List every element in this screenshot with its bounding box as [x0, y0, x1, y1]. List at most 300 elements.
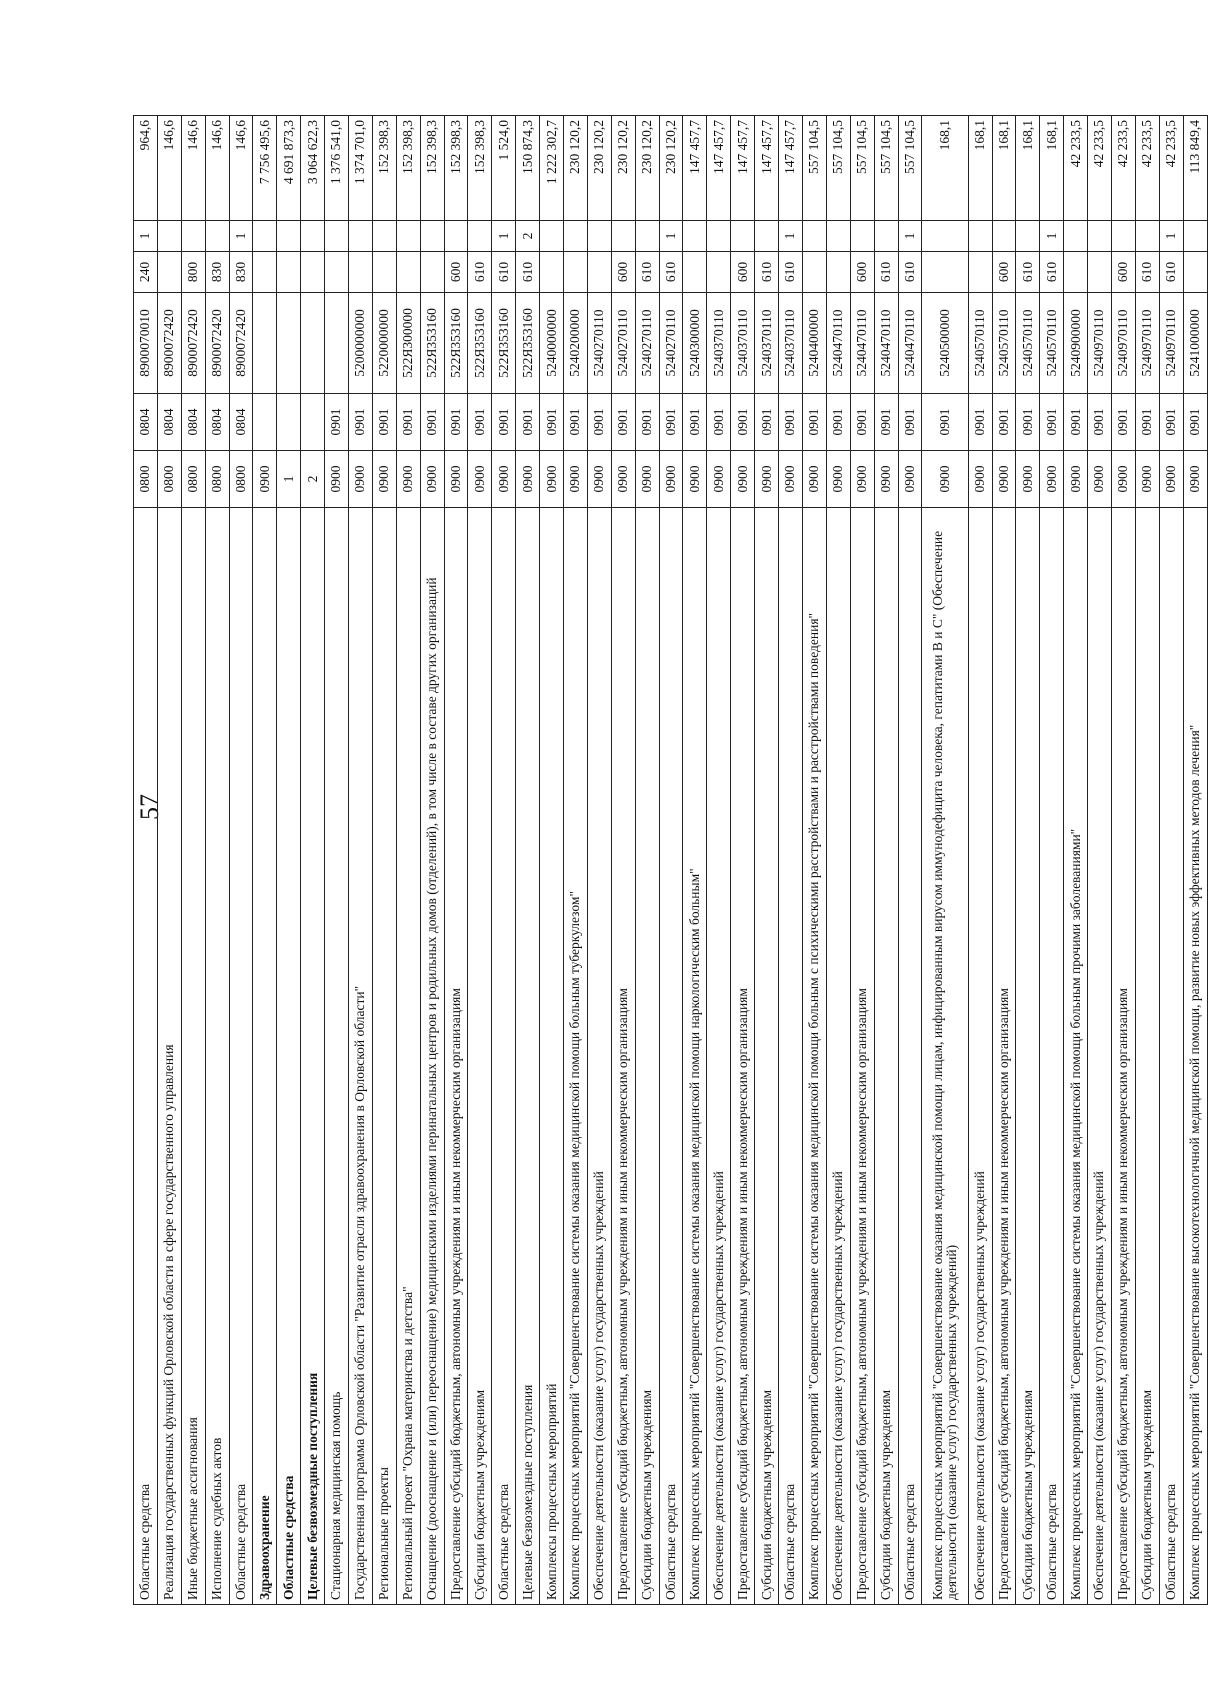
prz-cell: 0901	[420, 394, 444, 451]
rz-cell: 2	[301, 451, 325, 508]
source-cell	[1088, 221, 1112, 252]
csr-cell: 5240570110	[1016, 293, 1040, 394]
row-name-cell: Комплекс процессных мероприятий "Совершенствование системы оказания медицинской помощи больным прочими заболеваниями"	[1064, 508, 1088, 1605]
csr-cell	[301, 293, 325, 394]
csr-cell: 5240270110	[587, 293, 611, 394]
table-row	[205, 116, 229, 1605]
row-name-cell: Субсидии бюджетным учреждениям	[755, 508, 779, 1605]
source-cell	[1111, 221, 1135, 252]
amount-cell: 147 457,7	[731, 116, 755, 221]
vr-cell: 610	[1159, 252, 1183, 293]
rz-cell: 0900	[1111, 451, 1135, 508]
table-row	[277, 116, 301, 1605]
prz-cell: 0804	[181, 394, 205, 451]
rz-cell: 0900	[898, 451, 922, 508]
vr-cell: 610	[635, 252, 659, 293]
vr-cell: 610	[492, 252, 516, 293]
source-cell	[1064, 221, 1088, 252]
source-cell	[420, 221, 444, 252]
csr-cell: 5240270110	[635, 293, 659, 394]
amount-cell: 168,1	[1016, 116, 1040, 221]
prz-cell: 0901	[779, 394, 803, 451]
row-name-cell: Предоставление субсидий бюджетным, автономным учреждениям и иным некоммерческим организациям	[1111, 508, 1135, 1605]
vr-cell	[420, 252, 444, 293]
amount-cell: 3 064 622,3	[301, 116, 325, 221]
vr-cell: 600	[611, 252, 635, 293]
vr-cell: 610	[1016, 252, 1040, 293]
rz-cell: 0900	[611, 451, 635, 508]
csr-cell: 5220000000	[372, 293, 396, 394]
amount-cell: 150 874,3	[516, 116, 540, 221]
csr-cell: 5240970110	[1088, 293, 1112, 394]
rz-cell: 0900	[349, 451, 373, 508]
amount-cell: 42 233,5	[1064, 116, 1088, 221]
table-row	[134, 116, 158, 1605]
source-cell	[349, 221, 373, 252]
amount-cell: 42 233,5	[1088, 116, 1112, 221]
prz-cell: 0901	[1159, 394, 1183, 451]
amount-cell: 1 376 541,0	[325, 116, 349, 221]
vr-cell	[540, 252, 564, 293]
source-cell: 1	[779, 221, 803, 252]
amount-cell: 557 104,5	[850, 116, 874, 221]
amount-cell: 152 398,3	[468, 116, 492, 221]
rz-cell: 1	[277, 451, 301, 508]
rz-cell: 0900	[253, 451, 277, 508]
table-row	[1064, 116, 1088, 1605]
prz-cell: 0901	[755, 394, 779, 451]
amount-cell: 230 120,2	[659, 116, 683, 221]
csr-cell: 5240470110	[874, 293, 898, 394]
prz-cell: 0901	[396, 394, 420, 451]
csr-cell: 5240970110	[1111, 293, 1135, 394]
table-row	[968, 116, 992, 1605]
row-name-cell: Комплекс процессных мероприятий "Совершенствование системы оказания медицинской помощи больным с психическими расстройствами и расстройствами поведения"	[802, 508, 826, 1605]
table-row	[1135, 116, 1159, 1605]
csr-cell: 5240370110	[731, 293, 755, 394]
rz-cell: 0900	[540, 451, 564, 508]
table-row	[1183, 116, 1207, 1605]
amount-cell: 147 457,7	[683, 116, 707, 221]
row-name-cell: Комплексы процессных мероприятий	[540, 508, 564, 1605]
row-name-cell: Комплекс процессных мероприятий "Совершенствование высокотехнологичной медицинской помощи, развитие новых эффективных методов лечения"	[1183, 508, 1207, 1605]
source-cell: 1	[492, 221, 516, 252]
amount-cell: 146,6	[157, 116, 181, 221]
source-cell	[325, 221, 349, 252]
source-cell	[850, 221, 874, 252]
amount-cell: 964,6	[134, 116, 158, 221]
vr-cell	[564, 252, 588, 293]
source-cell	[468, 221, 492, 252]
row-name-cell: Комплекс процессных мероприятий "Совершенствование системы оказания медицинской помощи наркологическим больным"	[683, 508, 707, 1605]
prz-cell: 0901	[587, 394, 611, 451]
source-cell	[635, 221, 659, 252]
rz-cell: 0900	[850, 451, 874, 508]
table-row	[444, 116, 468, 1605]
source-cell	[277, 221, 301, 252]
rz-cell: 0900	[444, 451, 468, 508]
csr-cell: 5240200000	[564, 293, 588, 394]
source-cell	[683, 221, 707, 252]
rz-cell: 0900	[683, 451, 707, 508]
vr-cell	[277, 252, 301, 293]
source-cell	[1183, 221, 1207, 252]
rz-cell: 0900	[372, 451, 396, 508]
csr-cell: 5240470110	[850, 293, 874, 394]
prz-cell: 0901	[1064, 394, 1088, 451]
row-name-cell: Комплекс процессных мероприятий "Совершенствование оказания медицинской помощи лицам, инфицированным вирусом иммунодефицита человека, гепатитами В и С" (Обеспечение деятельности (оказание услуг) государственных учреждений)	[922, 508, 968, 1605]
csr-cell: 5240270110	[659, 293, 683, 394]
table-row	[826, 116, 850, 1605]
csr-cell: 8900072420	[181, 293, 205, 394]
prz-cell: 0901	[731, 394, 755, 451]
rz-cell: 0900	[1040, 451, 1064, 508]
row-name-cell: Оснащение (дооснащение и (или) переоснащение) медицинскими изделиями перинатальных центров и родильных домов (отделений), в том числе в составе других организаций	[420, 508, 444, 1605]
amount-cell: 152 398,3	[396, 116, 420, 221]
vr-cell: 240	[134, 252, 158, 293]
row-name-cell: Обеспечение деятельности (оказание услуг) государственных учреждений	[1088, 508, 1112, 1605]
csr-cell: 522Я353160	[420, 293, 444, 394]
rz-cell: 0900	[1135, 451, 1159, 508]
amount-cell: 557 104,5	[826, 116, 850, 221]
row-name-cell: Целевые безвозмездные поступления	[301, 508, 325, 1605]
source-cell	[181, 221, 205, 252]
row-name-cell: Региональные проекты	[372, 508, 396, 1605]
csr-cell: 522Я353160	[468, 293, 492, 394]
row-name-cell: Здравоохранение	[253, 508, 277, 1605]
prz-cell: 0901	[898, 394, 922, 451]
rz-cell: 0900	[659, 451, 683, 508]
prz-cell: 0804	[229, 394, 253, 451]
rz-cell: 0900	[1088, 451, 1112, 508]
table-row	[1088, 116, 1112, 1605]
csr-cell	[253, 293, 277, 394]
rz-cell: 0800	[229, 451, 253, 508]
prz-cell: 0901	[468, 394, 492, 451]
source-cell	[253, 221, 277, 252]
row-name-cell: Областные средства	[659, 508, 683, 1605]
row-name-cell: Целевые безвозмездные поступления	[516, 508, 540, 1605]
row-name-cell: Иные бюджетные ассигнования	[181, 508, 205, 1605]
rz-cell: 0900	[635, 451, 659, 508]
row-name-cell: Региональный проект "Охрана материнства и детства"	[396, 508, 420, 1605]
row-name-cell: Областные средства	[779, 508, 803, 1605]
source-cell	[540, 221, 564, 252]
vr-cell	[707, 252, 731, 293]
rz-cell: 0900	[731, 451, 755, 508]
row-name-cell: Областные средства	[1040, 508, 1064, 1605]
source-cell: 1	[898, 221, 922, 252]
csr-cell: 5240570110	[1040, 293, 1064, 394]
vr-cell: 800	[181, 252, 205, 293]
source-cell	[992, 221, 1016, 252]
vr-cell: 600	[731, 252, 755, 293]
table-row	[707, 116, 731, 1605]
rz-cell: 0900	[968, 451, 992, 508]
table-row	[325, 116, 349, 1605]
amount-cell: 42 233,5	[1159, 116, 1183, 221]
table-row	[372, 116, 396, 1605]
vr-cell	[922, 252, 968, 293]
vr-cell	[349, 252, 373, 293]
source-cell	[301, 221, 325, 252]
csr-cell: 5241000000	[1183, 293, 1207, 394]
row-name-cell: Предоставление субсидий бюджетным, автономным учреждениям и иным некоммерческим организациям	[731, 508, 755, 1605]
csr-cell: 8900072420	[229, 293, 253, 394]
vr-cell	[1183, 252, 1207, 293]
prz-cell: 0901	[874, 394, 898, 451]
prz-cell: 0901	[444, 394, 468, 451]
source-cell	[396, 221, 420, 252]
vr-cell: 830	[229, 252, 253, 293]
rz-cell: 0900	[779, 451, 803, 508]
table-row	[731, 116, 755, 1605]
vr-cell	[826, 252, 850, 293]
csr-cell: 5240370110	[779, 293, 803, 394]
vr-cell: 610	[659, 252, 683, 293]
table-row	[157, 116, 181, 1605]
rz-cell: 0900	[992, 451, 1016, 508]
row-name-cell: Обеспечение деятельности (оказание услуг) государственных учреждений	[968, 508, 992, 1605]
source-cell	[444, 221, 468, 252]
csr-cell	[325, 293, 349, 394]
csr-cell: 5240570110	[968, 293, 992, 394]
row-name-cell: Субсидии бюджетным учреждениям	[1135, 508, 1159, 1605]
amount-cell: 42 233,5	[1111, 116, 1135, 221]
rz-cell: 0900	[468, 451, 492, 508]
source-cell	[707, 221, 731, 252]
row-name-cell: Комплекс процессных мероприятий "Совершенствование системы оказания медицинской помощи больным туберкулезом"	[564, 508, 588, 1605]
table-row	[850, 116, 874, 1605]
rz-cell: 0900	[1016, 451, 1040, 508]
vr-cell	[587, 252, 611, 293]
source-cell	[205, 221, 229, 252]
table-row	[659, 116, 683, 1605]
rz-cell: 0900	[826, 451, 850, 508]
row-name-cell: Областные средства	[229, 508, 253, 1605]
row-name-cell: Обеспечение деятельности (оказание услуг) государственных учреждений	[707, 508, 731, 1605]
csr-cell: 5240370110	[707, 293, 731, 394]
vr-cell: 600	[992, 252, 1016, 293]
row-name-cell: Областные средства	[492, 508, 516, 1605]
row-name-cell: Обеспечение деятельности (оказание услуг) государственных учреждений	[826, 508, 850, 1605]
prz-cell: 0901	[516, 394, 540, 451]
budget-table	[133, 115, 1208, 1605]
source-cell: 1	[134, 221, 158, 252]
amount-cell: 168,1	[992, 116, 1016, 221]
row-name-cell: Предоставление субсидий бюджетным, автономным учреждениям и иным некоммерческим организациям	[444, 508, 468, 1605]
row-name-cell: Субсидии бюджетным учреждениям	[1016, 508, 1040, 1605]
vr-cell: 610	[516, 252, 540, 293]
amount-cell: 152 398,3	[444, 116, 468, 221]
table-row	[1111, 116, 1135, 1605]
amount-cell: 1 524,0	[492, 116, 516, 221]
csr-cell	[277, 293, 301, 394]
table-row	[540, 116, 564, 1605]
amount-cell: 168,1	[968, 116, 992, 221]
amount-cell: 230 120,2	[564, 116, 588, 221]
row-name-cell: Государственная программа Орловской области "Развитие отрасли здравоохранения в Орловской области"	[349, 508, 373, 1605]
prz-cell: 0901	[850, 394, 874, 451]
rz-cell: 0900	[564, 451, 588, 508]
prz-cell	[253, 394, 277, 451]
row-name-cell: Областные средства	[898, 508, 922, 1605]
table-row	[1016, 116, 1040, 1605]
source-cell	[731, 221, 755, 252]
source-cell	[611, 221, 635, 252]
amount-cell: 152 398,3	[372, 116, 396, 221]
source-cell	[802, 221, 826, 252]
table-row	[229, 116, 253, 1605]
rz-cell: 0900	[1183, 451, 1207, 508]
table-row	[420, 116, 444, 1605]
vr-cell	[157, 252, 181, 293]
row-name-cell: Областные средства	[277, 508, 301, 1605]
rz-cell: 0900	[516, 451, 540, 508]
amount-cell: 113 849,4	[1183, 116, 1207, 221]
rz-cell: 0900	[707, 451, 731, 508]
rz-cell: 0900	[492, 451, 516, 508]
vr-cell: 600	[444, 252, 468, 293]
table-row	[564, 116, 588, 1605]
prz-cell: 0804	[157, 394, 181, 451]
csr-cell: 8900070010	[134, 293, 158, 394]
prz-cell: 0804	[134, 394, 158, 451]
amount-cell: 230 120,2	[611, 116, 635, 221]
table-row	[396, 116, 420, 1605]
vr-cell	[325, 252, 349, 293]
vr-cell	[683, 252, 707, 293]
prz-cell	[301, 394, 325, 451]
csr-cell: 522Я300000	[396, 293, 420, 394]
csr-cell: 8900072420	[205, 293, 229, 394]
amount-cell: 152 398,3	[420, 116, 444, 221]
prz-cell: 0901	[372, 394, 396, 451]
amount-cell: 146,6	[229, 116, 253, 221]
amount-cell: 7 756 495,6	[253, 116, 277, 221]
source-cell	[826, 221, 850, 252]
vr-cell: 610	[898, 252, 922, 293]
csr-cell: 5240570110	[992, 293, 1016, 394]
source-cell	[968, 221, 992, 252]
amount-cell: 557 104,5	[802, 116, 826, 221]
vr-cell	[1088, 252, 1112, 293]
page-number: 57	[135, 794, 164, 820]
prz-cell: 0901	[992, 394, 1016, 451]
table-row	[992, 116, 1016, 1605]
table-row	[349, 116, 373, 1605]
prz-cell	[277, 394, 301, 451]
prz-cell: 0901	[802, 394, 826, 451]
vr-cell	[301, 252, 325, 293]
rz-cell: 0800	[157, 451, 181, 508]
csr-cell: 5200000000	[349, 293, 373, 394]
vr-cell	[396, 252, 420, 293]
table-row	[755, 116, 779, 1605]
amount-cell: 147 457,7	[707, 116, 731, 221]
csr-cell: 5240900000	[1064, 293, 1088, 394]
table-row	[253, 116, 277, 1605]
source-cell	[755, 221, 779, 252]
row-name-cell: Областные средства	[134, 508, 158, 1605]
csr-cell: 5240470110	[826, 293, 850, 394]
prz-cell: 0901	[1040, 394, 1064, 451]
prz-cell: 0901	[707, 394, 731, 451]
amount-cell: 147 457,7	[779, 116, 803, 221]
vr-cell: 610	[468, 252, 492, 293]
prz-cell: 0901	[611, 394, 635, 451]
source-cell	[922, 221, 968, 252]
csr-cell: 5240000000	[540, 293, 564, 394]
amount-cell: 230 120,2	[635, 116, 659, 221]
csr-cell: 522Я353160	[444, 293, 468, 394]
csr-cell: 5240370110	[755, 293, 779, 394]
amount-cell: 146,6	[181, 116, 205, 221]
amount-cell: 4 691 873,3	[277, 116, 301, 221]
csr-cell: 5240970110	[1159, 293, 1183, 394]
vr-cell: 610	[1040, 252, 1064, 293]
prz-cell: 0804	[205, 394, 229, 451]
amount-cell: 168,1	[1040, 116, 1064, 221]
table-row	[468, 116, 492, 1605]
vr-cell: 600	[1111, 252, 1135, 293]
prz-cell: 0901	[1183, 394, 1207, 451]
row-name-cell: Субсидии бюджетным учреждениям	[635, 508, 659, 1605]
source-cell	[372, 221, 396, 252]
table-row	[587, 116, 611, 1605]
prz-cell: 0901	[540, 394, 564, 451]
table-row	[492, 116, 516, 1605]
csr-cell: 5240470110	[898, 293, 922, 394]
budget-table-container	[133, 115, 1208, 1605]
csr-cell: 5240300000	[683, 293, 707, 394]
vr-cell	[253, 252, 277, 293]
rz-cell: 0900	[1064, 451, 1088, 508]
row-name-cell: Предоставление субсидий бюджетным, автономным учреждениям и иным некоммерческим организациям	[992, 508, 1016, 1605]
source-cell: 2	[516, 221, 540, 252]
prz-cell: 0901	[349, 394, 373, 451]
rz-cell: 0900	[802, 451, 826, 508]
table-row	[1040, 116, 1064, 1605]
row-name-cell: Предоставление субсидий бюджетным, автономным учреждениям и иным некоммерческим организациям	[611, 508, 635, 1605]
rz-cell: 0900	[1159, 451, 1183, 508]
prz-cell: 0901	[922, 394, 968, 451]
prz-cell: 0901	[659, 394, 683, 451]
csr-cell: 522Я353160	[492, 293, 516, 394]
rz-cell: 0800	[181, 451, 205, 508]
vr-cell: 610	[755, 252, 779, 293]
table-row	[802, 116, 826, 1605]
amount-cell: 147 457,7	[755, 116, 779, 221]
rz-cell: 0800	[205, 451, 229, 508]
source-cell	[564, 221, 588, 252]
table-row	[635, 116, 659, 1605]
source-cell	[1016, 221, 1040, 252]
amount-cell: 146,6	[205, 116, 229, 221]
table-row	[301, 116, 325, 1605]
prz-cell: 0901	[1088, 394, 1112, 451]
prz-cell: 0901	[492, 394, 516, 451]
csr-cell: 5240500000	[922, 293, 968, 394]
rz-cell: 0900	[325, 451, 349, 508]
prz-cell: 0901	[1016, 394, 1040, 451]
table-row	[181, 116, 205, 1605]
amount-cell: 1 222 302,7	[540, 116, 564, 221]
budget-table-body	[134, 116, 1208, 1605]
rz-cell: 0900	[420, 451, 444, 508]
row-name-cell: Реализация государственных функций Орловской области в сфере государственного управления	[157, 508, 181, 1605]
prz-cell: 0901	[564, 394, 588, 451]
